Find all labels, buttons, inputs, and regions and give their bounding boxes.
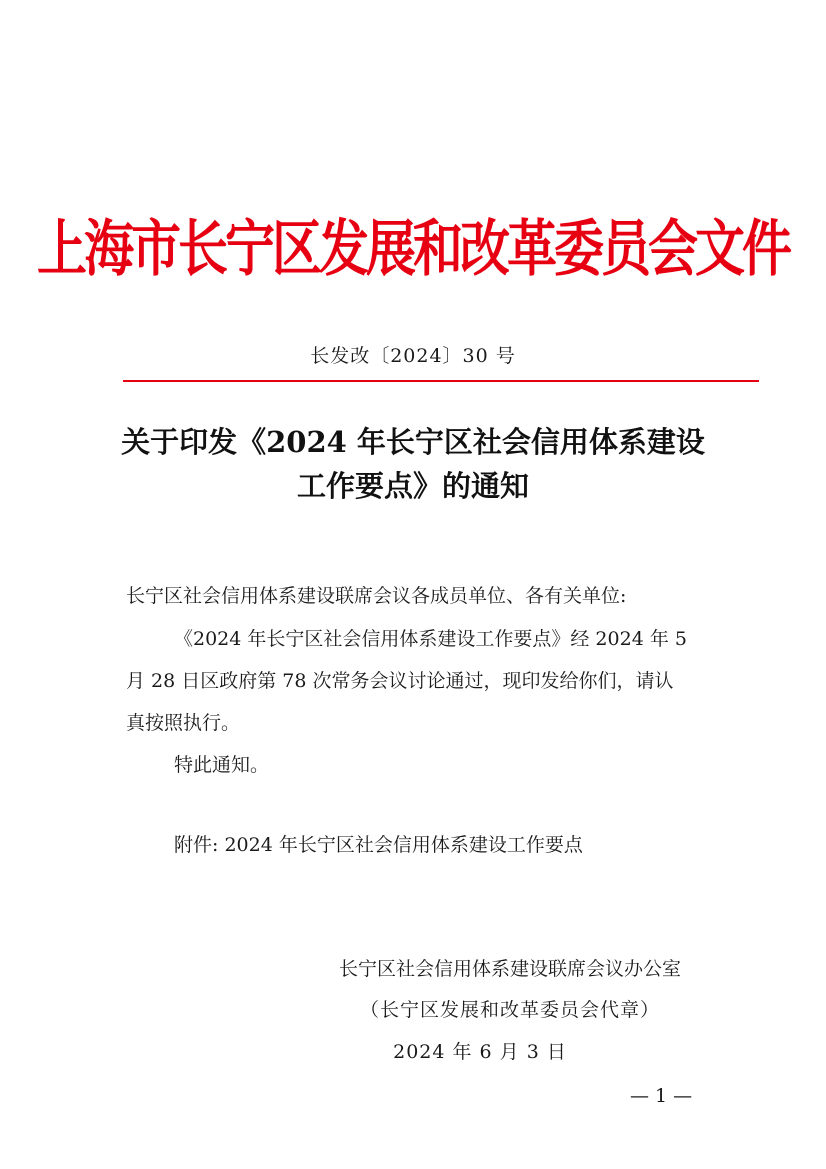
attachment-note: 附件: 2024 年长宁区社会信用体系建设工作要点 xyxy=(174,834,583,856)
salutation: 长宁区社会信用体系建设联席会议各成员单位、各有关单位: xyxy=(126,585,627,607)
notice-title-line-1: 关于印发《2024 年长宁区社会信用体系建设 xyxy=(121,425,705,459)
notice-title-line-2: 工作要点》的通知 xyxy=(296,469,529,503)
signing-organization: 长宁区社会信用体系建设联席会议办公室 xyxy=(338,958,681,980)
masthead-title: 上海市长宁区发展和改革委员会文件 xyxy=(37,212,789,285)
page-number: — 1 — xyxy=(630,1085,693,1107)
body-paragraph-2: 特此通知。 xyxy=(174,754,270,776)
body-paragraph-1 xyxy=(126,618,706,744)
red-separator-line xyxy=(123,380,759,382)
issue-date: 2024 年 6 月 3 日 xyxy=(393,1041,567,1063)
body-paragraph-1-line-3: 真按照执行。 xyxy=(126,712,241,734)
notice-title xyxy=(0,420,826,508)
document-number: 长发改〔2024〕30 号 xyxy=(310,345,516,367)
body-paragraph-1-line-1: 《2024 年长宁区社会信用体系建设工作要点》经 2024 年 5 xyxy=(174,628,687,650)
seal-note: （长宁区发展和改革委员会代章） xyxy=(359,999,660,1021)
body-paragraph-1-line-2: 月 28 日区政府第 78 次常务会议讨论通过，现印发给你们，请认 xyxy=(126,670,674,692)
